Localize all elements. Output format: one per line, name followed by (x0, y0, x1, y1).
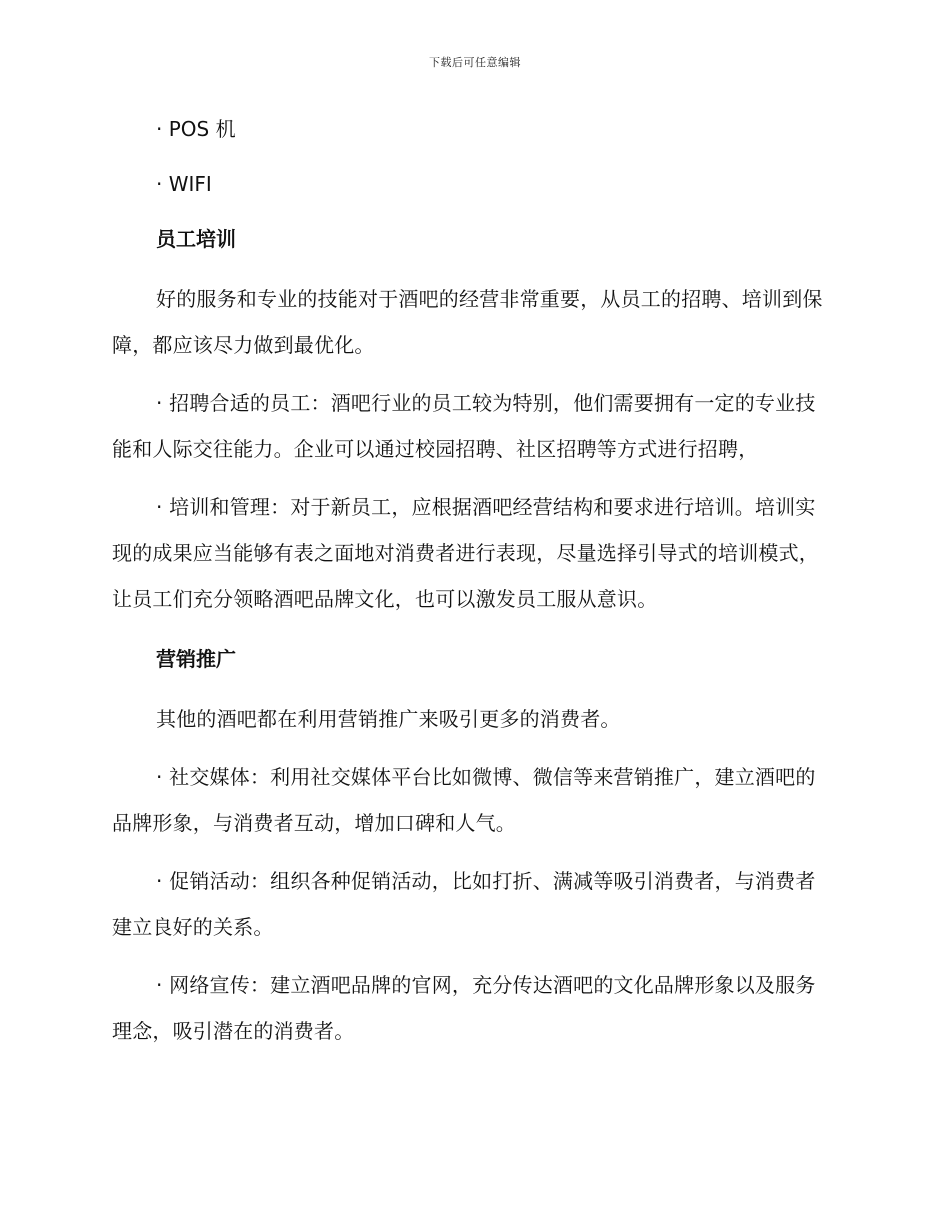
paragraph-marketing-social: · 社交媒体：利用社交媒体平台比如微博、微信等来营销推广，建立酒吧的品牌形象，与消费者互动，增加口碑和人气。 (112, 765, 816, 835)
page-header: 下载后可任意编辑 (429, 56, 521, 69)
paragraph-staff-recruit: · 招聘合适的员工：酒吧行业的员工较为特别，他们需要拥有一定的专业技能和人际交往能力。企业可以通过校园招聘、社区招聘等方式进行招聘， (112, 391, 816, 461)
paragraph-staff-intro: 好的服务和专业的技能对于酒吧的经营非常重要，从员工的招聘、培训到保障，都应该尽力做到最优化。 (112, 287, 823, 357)
document-body (112, 108, 832, 1054)
list-item-pos: · POS 机 (156, 117, 236, 141)
section-heading-marketing: 营销推广 (156, 647, 236, 671)
paragraph-staff-training: · 培训和管理：对于新员工，应根据酒吧经营结构和要求进行培训。培训实现的成果应当能够有表之面地对消费者进行表现，尽量选择引导式的培训模式，让员工们充分领略酒吧品牌文化，也可以激发员工服从意识。 (112, 495, 819, 611)
paragraph-marketing-promotion: · 促销活动：组织各种促销活动，比如打折、满减等吸引消费者，与消费者建立良好的关系。 (112, 869, 816, 939)
section-heading-staff-training: 员工培训 (156, 227, 236, 251)
list-item-wifi: · WIFI (156, 172, 212, 196)
paragraph-marketing-web: · 网络宣传：建立酒吧品牌的官网，充分传达酒吧的文化品牌形象以及服务理念，吸引潜在的消费者。 (112, 973, 816, 1043)
paragraph-marketing-intro: 其他的酒吧都在利用营销推广来吸引更多的消费者。 (156, 707, 621, 731)
